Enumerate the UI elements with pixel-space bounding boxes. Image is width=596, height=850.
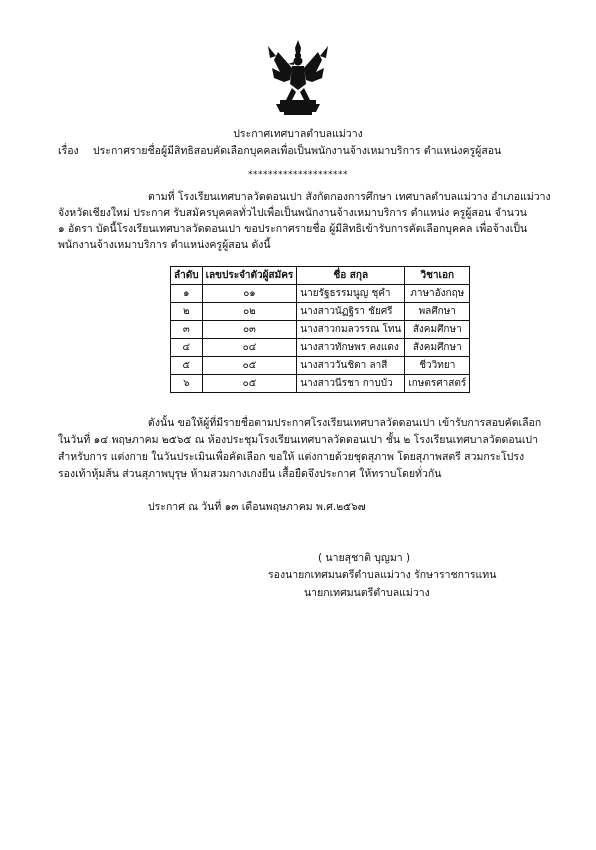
cell-name: นางสาวทักษพร คงแดง — [297, 339, 405, 357]
announcement-date: ประกาศ ณ วันที่ ๑๓ เดือนพฤษภาคม พ.ศ.๒๕๖๗ — [148, 501, 366, 513]
cell-name: นางสาวนัฏฐิรา ชัยศรี — [297, 303, 405, 321]
paragraph1-line2: จังหวัดเชียงใหม่ ประกาศ รับสมัครบุคคลทั่วไปเพื่อเป็นพนักงานจ้างเหมาบริการ ตำแหน่ง ครูผู้สอน จำนวน — [58, 207, 527, 219]
paragraph1-line3: ๑ อัตรา บัดนี้โรงเรียนเทศบาลวัดดอนเปา ขอประกาศรายชื่อ ผู้มีสิทธิเข้ารับการคัดเลือกบุคคล เพื่อจ้างเป็น — [58, 223, 528, 235]
signer-name: ( นายสุชาติ บุญมา ) — [318, 552, 411, 564]
table-row — [171, 303, 470, 321]
cell-order: ๕ — [171, 357, 203, 375]
garuda-emblem-icon — [264, 38, 332, 116]
table-row — [171, 285, 470, 303]
header-order: ลำดับ — [171, 267, 203, 285]
header-applicant-id: เลขประจำตัวผู้สมัคร — [202, 267, 297, 285]
cell-applicant-id: ๐๑ — [202, 285, 297, 303]
cell-major: พลศึกษา — [405, 303, 470, 321]
table-row — [171, 339, 470, 357]
table-row — [171, 357, 470, 375]
cell-major: สังคมศึกษา — [405, 321, 470, 339]
cell-major: ชีววิทยา — [405, 357, 470, 375]
cell-order: ๔ — [171, 339, 203, 357]
paragraph2-line3: สำหรับการ แต่งกาย ในวันประเมินเพื่อคัดเลือก ขอให้ แต่งกายด้วยชุดสุภาพ โดยสุภาพสตรี สวมกระโปรง — [58, 451, 525, 463]
cell-name: นางสาวนีรชา กาบบัว — [297, 375, 405, 393]
cell-major: ภาษาอังกฤษ — [405, 285, 470, 303]
subject-label: เรื่อง — [58, 145, 79, 157]
paragraph2-line2: ในวันที่ ๑๔ พฤษภาคม ๒๕๖๕ ณ ห้องประชุมโรงเรียนเทศบาลวัดดอนเปา ชั้น ๒ โรงเรียนเทศบาลวัดดอนเปา — [58, 434, 538, 446]
cell-major: สังคมศึกษา — [405, 339, 470, 357]
divider-stars: ******************** — [248, 170, 348, 180]
signer-position-line1: รองนายกเทศมนตรีตำบลแม่วาง รักษาราชการแทน — [268, 569, 497, 581]
cell-name: นายรัฐธรรมนูญ ชุคำ — [297, 285, 405, 303]
header-name: ชื่อ สกุล — [297, 267, 405, 285]
header-major: วิชาเอก — [405, 267, 470, 285]
cell-applicant-id: ๐๕ — [202, 375, 297, 393]
cell-applicant-id: ๐๔ — [202, 339, 297, 357]
subject-text: ประกาศรายชื่อผู้มีสิทธิสอบคัดเลือกบุคคลเพื่อเป็นพนักงานจ้างเหมาบริการ ตำแหน่งครูผู้สอน — [93, 145, 502, 157]
paragraph1-line1: ตามที่ โรงเรียนเทศบาลวัดดอนเปา สังกัดกองการศึกษา เทศบาลตำบลแม่วาง อำเภอแม่วาง — [148, 191, 551, 203]
paragraph1-line4: พนักงานจ้างเหมาบริการ ตำแหน่งครูผู้สอน ดังนี้ — [58, 239, 271, 251]
candidate-table — [170, 266, 470, 393]
announcement-header: ประกาศเทศบาลตำบลแม่วาง — [233, 128, 363, 140]
cell-applicant-id: ๐๕ — [202, 357, 297, 375]
cell-applicant-id: ๐๓ — [202, 321, 297, 339]
cell-order: ๖ — [171, 375, 203, 393]
cell-name: นางสาววันชิตา ลาสี — [297, 357, 405, 375]
paragraph2-line4: รองเท้าหุ้มส้น ส่วนสุภาพบุรุษ ห้ามสวมกางเกงยีน เสื้อยืดจึงประกาศ ให้ทราบโดยทั่วกัน — [58, 468, 442, 480]
table-header-row — [171, 267, 470, 285]
table-row — [171, 375, 470, 393]
cell-applicant-id: ๐๒ — [202, 303, 297, 321]
cell-order: ๓ — [171, 321, 203, 339]
cell-name: นางสาวกมลวรรณ โทน — [297, 321, 405, 339]
cell-major: เกษตรศาสตร์ — [405, 375, 470, 393]
cell-order: ๑ — [171, 285, 203, 303]
paragraph2-line1: ดังนั้น ขอให้ผู้ที่มีรายชื่อตามประกาศโรงเรียนเทศบาลวัดดอนเปา เข้ารับการสอบคัดเลือก — [148, 417, 542, 429]
cell-order: ๒ — [171, 303, 203, 321]
signer-position-line2: นายกเทศมนตรีตำบลแม่วาง — [304, 587, 430, 599]
table-row — [171, 321, 470, 339]
